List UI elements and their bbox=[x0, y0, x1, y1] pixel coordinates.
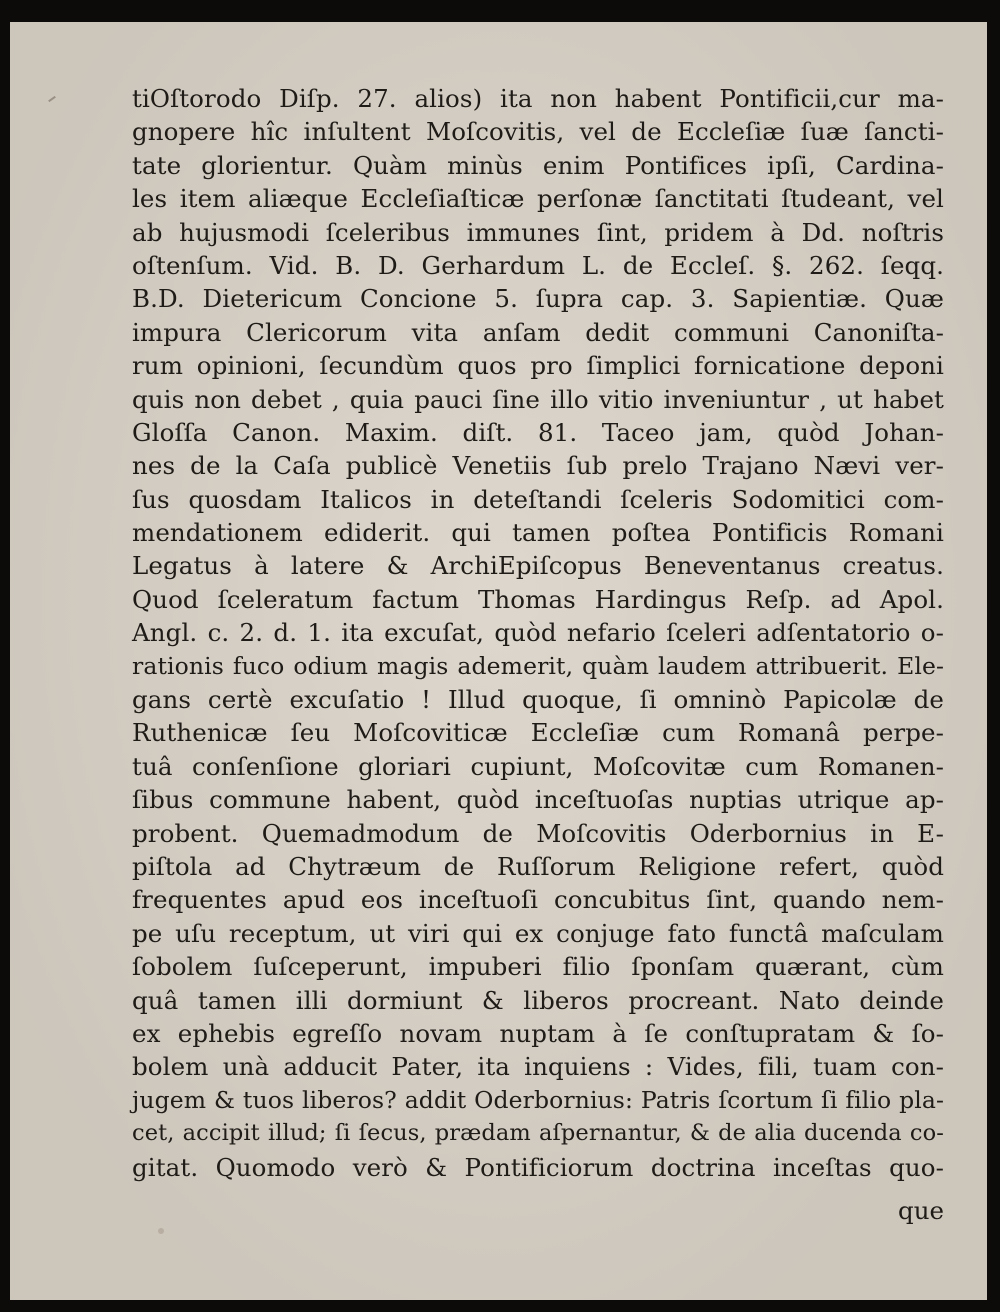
text-line: Ruthenicæ ſeu Moſcoviticæ Eccleſiæ cum Romanâ perpe- bbox=[132, 718, 944, 748]
text-line: rationis fuco odium magis ademerit, quàm laudem attribuerit. Ele- bbox=[132, 651, 944, 680]
text-line: ſobolem ſuſceperunt, impuberi filio ſponſam quærant, cùm bbox=[132, 952, 944, 982]
book-page bbox=[10, 22, 987, 1300]
text-line: probent. Quemadmodum de Moſcovitis Oderbornius in E- bbox=[132, 818, 944, 848]
text-line: nes de la Caſa publicè Venetiis ſub prelo Trajano Nævi ver- bbox=[132, 451, 944, 481]
text-line: quis non debet , quia pauci ſine illo vitio inveniuntur , ut habet bbox=[132, 384, 944, 414]
text-line: quâ tamen illi dormiunt & liberos procreant. Nato deinde bbox=[132, 985, 944, 1015]
text-line: gitat. Quomodo verò & Pontificiorum doctrina inceſtas quo- bbox=[132, 1152, 944, 1182]
text-line: rum opinioni, ſecundùm quos pro ſimplici fornicatione deponi bbox=[132, 351, 944, 381]
text-line: ſus quosdam Italicos in deteſtandi ſceleris Sodomitici com- bbox=[132, 484, 944, 514]
text-line: Gloſſa Canon. Maxim. diſt. 81. Taceo jam, quòd Johan- bbox=[132, 417, 944, 447]
text-line: cet, accipit illud; ſi ſecus, prædam aſpernantur, & de alia ducenda co- bbox=[132, 1120, 944, 1147]
text-line: gnopere hîc inſultent Moſcovitis, vel de Eccleſiæ ſuæ ſancti- bbox=[132, 117, 944, 147]
text-line: bolem unà adducit Pater, ita inquiens : Vides, fili, tuam con- bbox=[132, 1052, 944, 1082]
text-line: les item aliæque Eccleſiaſticæ perſonæ ſanctitati ſtudeant, vel bbox=[132, 184, 944, 214]
catchword: que bbox=[898, 1196, 944, 1225]
text-line: B.D. Dietericum Concione 5. ſupra cap. 3. Sapientiæ. Quæ bbox=[132, 284, 944, 314]
text-line: ab hujusmodi ſceleribus immunes ſint, pridem à Dd. noſtris bbox=[132, 217, 944, 247]
text-line: ſibus commune habent, quòd inceſtuoſas nuptias utrique ap- bbox=[132, 785, 944, 815]
text-line: piſtola ad Chytræum de Ruſſorum Religione refert, quòd bbox=[132, 851, 944, 881]
text-line: oſtenſum. Vid. B. D. Gerhardum L. de Eccleſ. §. 262. ſeqq. bbox=[132, 250, 944, 280]
margin-mark bbox=[48, 96, 56, 102]
ink-spot bbox=[158, 1228, 164, 1234]
body-text bbox=[132, 82, 944, 1184]
text-line: frequentes apud eos inceſtuoſi concubitus ſint, quando nem- bbox=[132, 885, 944, 915]
text-line: Angl. c. 2. d. 1. ita excuſat, quòd nefario ſceleri adſentatorio o- bbox=[132, 618, 944, 648]
text-line: Quod ſceleratum factum Thomas Hardingus Reſp. ad Apol. bbox=[132, 584, 944, 614]
text-line: tate glorientur. Quàm minùs enim Pontifices ipſi, Cardina- bbox=[132, 150, 944, 180]
text-line: Legatus à latere & ArchiEpiſcopus Beneventanus creatus. bbox=[132, 551, 944, 581]
text-line: impura Clericorum vita anſam dedit communi Canoniſta- bbox=[132, 317, 944, 347]
text-line: mendationem ediderit. qui tamen poſtea Pontificis Romani bbox=[132, 518, 944, 548]
text-line: tiOſtorodo Diſp. 27. alios) ita non habent Pontificii,cur ma- bbox=[132, 84, 944, 113]
text-line: pe uſu receptum, ut viri qui ex conjuge fato functâ maſculam bbox=[132, 918, 944, 948]
text-line: jugem & tuos liberos? addit Oderbornius: Patris ſcortum ſi filio pla- bbox=[132, 1085, 944, 1114]
text-line: tuâ conſenſione gloriari cupiunt, Moſcovitæ cum Romanen- bbox=[132, 751, 944, 781]
text-line: gans certè excuſatio ! Illud quoque, ſi omninò Papicolæ de bbox=[132, 685, 944, 715]
text-line: ex ephebis egreſſo novam nuptam à ſe conſtupratam & ſo- bbox=[132, 1018, 944, 1048]
